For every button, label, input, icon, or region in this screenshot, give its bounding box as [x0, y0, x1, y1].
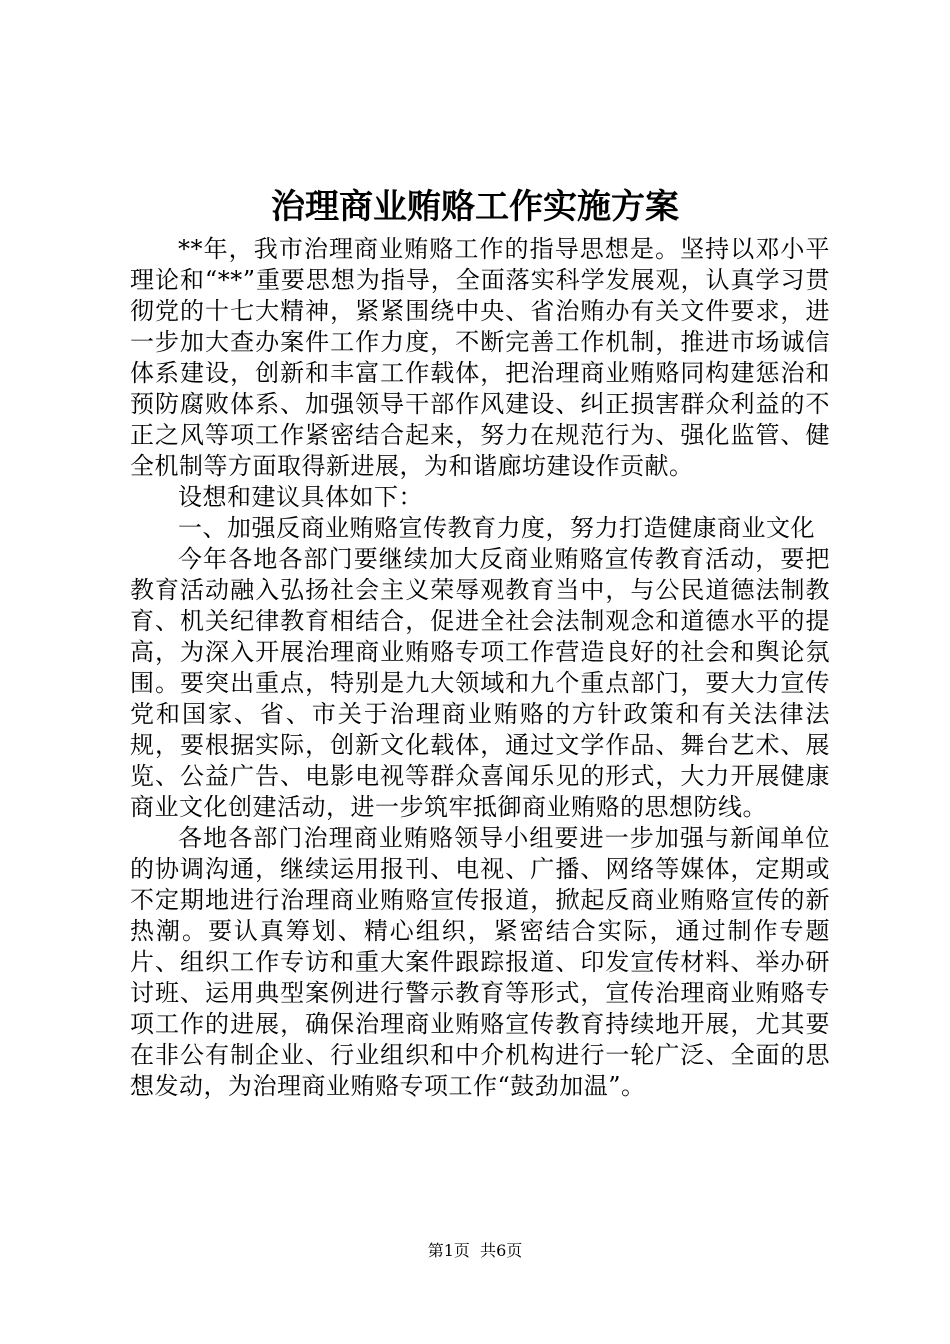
- document-title: 治理商业贿赂工作实施方案: [271, 187, 679, 227]
- page-number: 第1页 共6页: [427, 1241, 523, 1260]
- paragraph-media-coordination: 各地各部门治理商业贿赂领导小组要进一步加强与新闻单位的协调沟通，继续运用报刊、电视、广播、网络等媒体，定期或不定期地进行治理商业贿赂宣传报道，掀起反商业贿赂宣传的新热潮。要认真筹划、精心组织，紧密结合实际，通过制作专题片、组织工作专访和重大案件跟踪报道、印发宣传材料、举办研讨班、运用典型案例进行警示教育等形式，宣传治理商业贿赂专项工作的进展，确保治理商业贿赂宣传教育持续地开展，尤其要在非公有制企业、行业组织和中介机构进行一轮广泛、全面的思想发动，为治理商业贿赂专项工作“鼓劲加温”。: [130, 824, 830, 1100]
- paragraph-publicity-education: 今年各地各部门要继续加大反商业贿赂宣传教育活动，要把教育活动融入弘扬社会主义荣辱观教育当中，与公民道德法制教育、机关纪律教育相结合，促进全社会法制观念和道德水平的提高，为深入开展治理商业贿赂专项工作营造良好的社会和舆论氛围。要突出重点，特别是九大领域和九个重点部门，要大力宣传党和国家、省、市关于治理商业贿赂的方针政策和有关法律法规，要根据实际，创新文化载体，通过文学作品、舞台艺术、展览、公益广告、电影电视等群众喜闻乐见的形式，大力开展健康商业文化创建活动，进一步筑牢抵御商业贿赂的思想防线。: [130, 545, 830, 821]
- section-heading-1: 一、加强反商业贿赂宣传教育力度，努力打造健康商业文化: [178, 514, 815, 542]
- paragraph-suggestions-intro: 设想和建议具体如下：: [178, 483, 423, 511]
- paragraph-guiding-principle: **年，我市治理商业贿赂工作的指导思想是。坚持以邓小平理论和“**”重要思想为指导，全面落实科学发展观，认真学习贯彻党的十七大精神，紧紧围绕中央、省治贿办有关文件要求，进一步加大查办案件工作力度，不断完善工作机制，推进市场诚信体系建设，创新和丰富工作载体，把治理商业贿赂同构建惩治和预防腐败体系、加强领导干部作风建设、纠正损害群众利益的不正之风等项工作紧密结合起来，努力在规范行为、强化监管、健全机制等方面取得新进展，为和谐廊坊建设作贡献。: [130, 235, 830, 480]
- document-body: [130, 234, 830, 1102]
